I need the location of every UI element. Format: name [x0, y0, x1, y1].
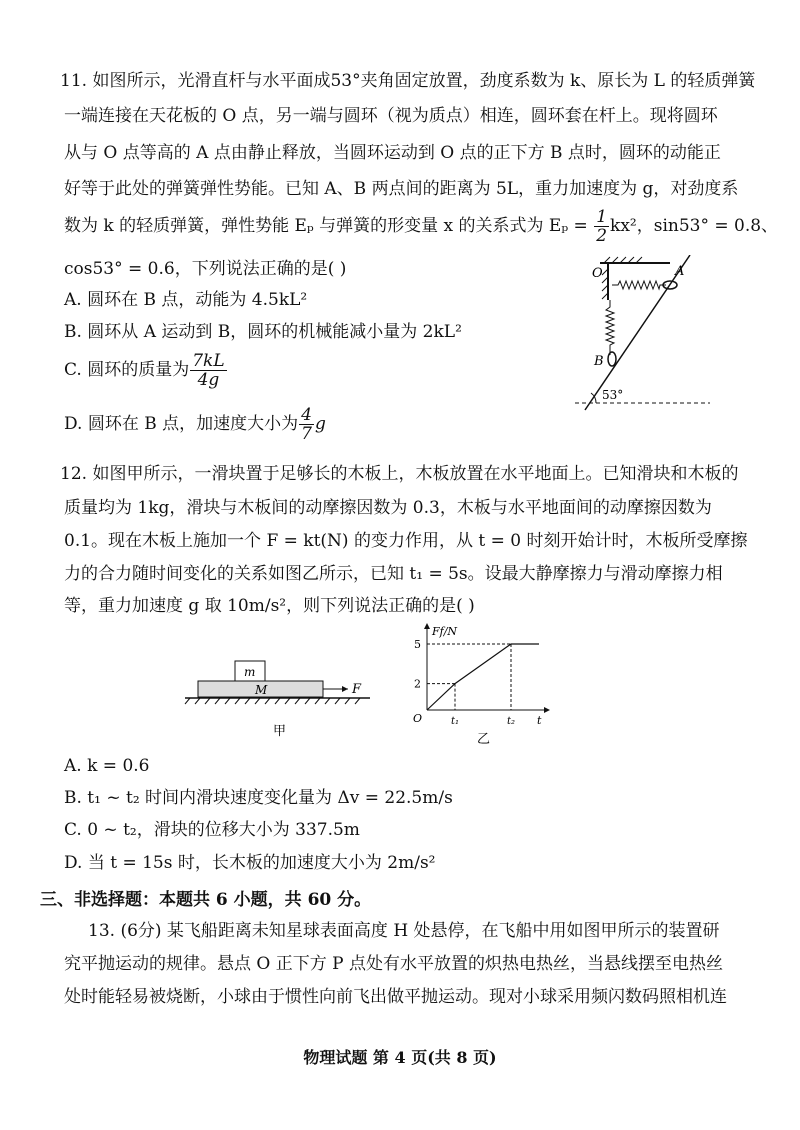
q11-line-5 — [64, 208, 778, 245]
q12-option-a: A. k = 0.6 — [64, 756, 150, 776]
label-b: B — [594, 354, 604, 369]
x-tick-t1: t₁ — [451, 716, 460, 727]
friction-series-line — [427, 644, 539, 710]
y-axis-label: Ff/N — [432, 625, 458, 638]
q11-line-2: 一端连接在天花板的 O 点，另一端与圆环（视为质点）相连，圆环套在杆上。现将圆环 — [64, 106, 718, 126]
q12-figure-yi-chart — [405, 618, 555, 748]
force-label: F — [352, 682, 362, 697]
q11-line-1: 11. 如图所示，光滑直杆与水平面成53°夹角固定放置，劲度系数为 k、原长为 L 的轻质弹簧 — [60, 71, 756, 91]
q11-option-d-post: g — [314, 414, 326, 434]
fraction-denominator: 2 — [596, 226, 608, 246]
page-footer: 物理试题 第 4 页(共 8 页) — [303, 1048, 497, 1067]
fraction-numerator: 1 — [596, 207, 608, 227]
q11-energy-fraction — [594, 208, 609, 245]
q11-option-a: A. 圆环在 B 点，动能为 4.5kL² — [64, 290, 308, 310]
slider-label: m — [244, 665, 256, 679]
y-tick-2: 2 — [414, 677, 421, 691]
x-axis-arrow — [544, 707, 550, 713]
q13-line-1: 13. (6分) 某飞船距离未知星球表面高度 H 处悬停，在飞船中用如图甲所示的装置研 — [88, 921, 720, 941]
ring-b — [608, 352, 616, 366]
q12-line-4: 力的合力随时间变化的关系如图乙所示，已知 t₁ = 5s。设最大静摩擦力与滑动摩擦力相 — [64, 564, 723, 584]
q12-line-1: 12. 如图甲所示，一滑块置于足够长的木板上，木板放置在水平地面上。已知滑块和木板的 — [60, 464, 739, 484]
fraction-numerator: 4 — [301, 405, 312, 425]
label-angle: 53° — [602, 388, 624, 402]
q13-line-3: 处时能轻易被烧断，小球由于惯性向前飞出做平抛运动。现对小球采用频闪数码照相机连 — [64, 987, 727, 1007]
q12-option-c: C. 0 ~ t₂，滑块的位移大小为 337.5m — [64, 820, 360, 840]
x-axis-label: t — [537, 714, 542, 727]
q12-option-d: D. 当 t = 15s 时，长木板的加速度大小为 2m/s² — [64, 853, 436, 873]
q11-line-4: 好等于此处的弹簧弹性势能。已知 A、B 两点间的距离为 5L，重力加速度为 g，对劲度系 — [64, 179, 739, 199]
fraction-denominator: 4g — [197, 370, 220, 390]
horizontal-spring — [612, 281, 666, 289]
q12-option-b: B. t₁ ~ t₂ 时间内滑块速度变化量为 Δv = 22.5m/s — [64, 788, 453, 808]
ground-hatch — [185, 698, 360, 704]
q12-line-5: 等，重力加速度 g 取 10m/s²，则下列说法正确的是( ) — [64, 596, 475, 616]
board-label: M — [255, 683, 268, 697]
q11-option-c-pre: C. 圆环的质量为 — [64, 360, 190, 380]
q11-option-c — [64, 352, 228, 389]
q13-line-2: 究平抛运动的规律。悬点 O 正下方 P 点处有水平放置的炽热电热丝，当悬线摆至电热丝 — [64, 954, 723, 974]
q12-line-2: 质量均为 1kg，滑块与木板间的动摩擦因数为 0.3，木板与水平地面间的动摩擦因数为 — [64, 498, 712, 518]
caption-jia: 甲 — [273, 724, 287, 739]
caption-yi: 乙 — [477, 732, 491, 747]
fraction-numerator: 7kL — [192, 351, 225, 371]
q11-option-d — [64, 406, 326, 443]
q11-accel-fraction — [299, 406, 314, 443]
q11-option-b: B. 圆环从 A 运动到 B，圆环的机械能减小量为 2kL² — [64, 322, 462, 342]
force-arrowhead — [342, 686, 348, 692]
label-a: A — [675, 264, 685, 279]
x-tick-t2: t₂ — [507, 716, 516, 727]
y-tick-5: 5 — [414, 638, 421, 651]
q12-line-3: 0.1。现在木板上施加一个 F = kt(N) 的变力作用，从 t = 0 时刻开始计时，木板所受摩擦 — [64, 531, 748, 551]
fraction-denominator: 7 — [301, 424, 312, 444]
q11-mass-fraction — [190, 352, 226, 389]
q11-spring-figure — [560, 255, 740, 415]
origin-label: O — [413, 712, 423, 725]
y-axis-arrow — [424, 623, 430, 629]
q11-option-d-pre: D. 圆环在 B 点，加速度大小为 — [64, 414, 299, 434]
vertical-spring — [606, 300, 614, 355]
q11-line-5-post: kx²，sin53° = 0.8、 — [610, 216, 779, 236]
q12-figure-jia — [180, 655, 380, 740]
section-3-heading: 三、非选择题：本题共 6 小题，共 60 分。 — [40, 890, 372, 910]
q11-line-6: cos53° = 0.6，下列说法正确的是( ) — [64, 259, 347, 279]
q11-line-5-pre: 数为 k 的轻质弹簧，弹性势能 Eₚ 与弹簧的形变量 x 的关系式为 Eₚ = — [64, 216, 594, 236]
label-o: O — [592, 266, 603, 281]
q11-line-3: 从与 O 点等高的 A 点由静止释放，当圆环运动到 O 点的正下方 B 点时，圆环的动能正 — [64, 143, 721, 163]
